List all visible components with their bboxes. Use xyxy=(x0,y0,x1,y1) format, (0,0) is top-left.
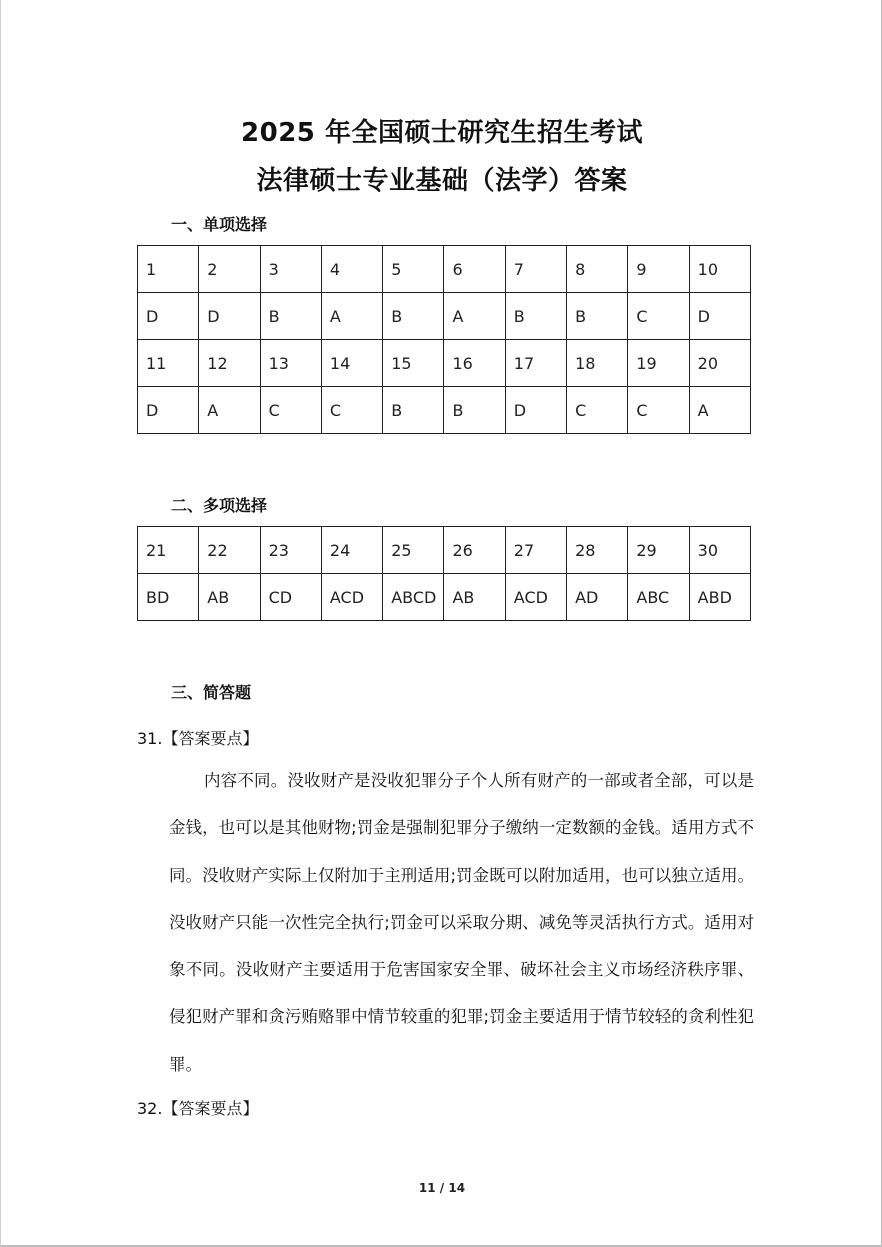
table-cell: 25 xyxy=(383,527,444,574)
table-cell: 4 xyxy=(321,246,382,293)
question-32-label: 32.【答案要点】 xyxy=(137,1099,259,1118)
table-cell: 21 xyxy=(138,527,199,574)
table-cell: 12 xyxy=(199,340,260,387)
table-cell: C xyxy=(260,387,321,434)
table-cell: ABC xyxy=(628,574,689,621)
table-cell: D xyxy=(138,293,199,340)
table-cell: AB xyxy=(199,574,260,621)
table-cell: 5 xyxy=(383,246,444,293)
table-cell: 23 xyxy=(260,527,321,574)
table-row xyxy=(138,574,751,621)
table-cell: 1 xyxy=(138,246,199,293)
table-cell: ABD xyxy=(689,574,750,621)
table-cell: 19 xyxy=(628,340,689,387)
table-cell: 22 xyxy=(199,527,260,574)
table-cell: 15 xyxy=(383,340,444,387)
table-cell: ABCD xyxy=(383,574,444,621)
table-cell: 24 xyxy=(321,527,382,574)
table-row xyxy=(138,340,751,387)
table-cell: 7 xyxy=(505,246,566,293)
table-cell: AB xyxy=(444,574,505,621)
table-cell: A xyxy=(444,293,505,340)
table-cell: 8 xyxy=(567,246,628,293)
table-cell: 13 xyxy=(260,340,321,387)
table-cell: B xyxy=(567,293,628,340)
table-cell: 10 xyxy=(689,246,750,293)
table-cell: BD xyxy=(138,574,199,621)
table-cell: ACD xyxy=(321,574,382,621)
section-heading-single-choice: 一、单项选择 xyxy=(171,215,268,234)
table-cell: A xyxy=(321,293,382,340)
table-row xyxy=(138,527,751,574)
table-cell: 9 xyxy=(628,246,689,293)
table-cell: 29 xyxy=(628,527,689,574)
table-cell: C xyxy=(628,387,689,434)
table-row xyxy=(138,387,751,434)
table-cell: C xyxy=(567,387,628,434)
table-cell: D xyxy=(138,387,199,434)
table-cell: A xyxy=(689,387,750,434)
table-cell: 28 xyxy=(567,527,628,574)
table-cell: 18 xyxy=(567,340,628,387)
table-row xyxy=(138,246,751,293)
table-cell: 11 xyxy=(138,340,199,387)
table-cell: AD xyxy=(567,574,628,621)
table-cell: 2 xyxy=(199,246,260,293)
table-cell: 20 xyxy=(689,340,750,387)
document-title: 2025 年全国硕士研究生招生考试 xyxy=(241,118,643,148)
table-row xyxy=(138,293,751,340)
table-cell: B xyxy=(505,293,566,340)
table-cell: 26 xyxy=(444,527,505,574)
table-cell: CD xyxy=(260,574,321,621)
document-subtitle: 法律硕士专业基础（法学）答案 xyxy=(256,166,628,196)
question-31-answer: 内容不同。没收财产是没收犯罪分子个人所有财产的一部或者全部，可以是金钱，也可以是其他财物;罚金是强制犯罪分子缴纳一定数额的金钱。适用方式不同。没收财产实际上仅附加于主刑适用;罚金既可以附加适用，也可以独立适用。没收财产只能一次性完全执行;罚金可以采取分期、减免等灵活执行方式。适用对象不同。没收财产主要适用于危害国家安全罪、破坏社会主义市场经济秩序罪、侵犯财产罪和贪污贿赂罪中情节较重的犯罪;罚金主要适用于情节较轻的贪利性犯罪。 xyxy=(169,771,754,1074)
table-cell: D xyxy=(505,387,566,434)
table-cell: 16 xyxy=(444,340,505,387)
table-cell: 17 xyxy=(505,340,566,387)
section-heading-short-answer: 三、简答题 xyxy=(171,683,252,702)
table-cell: B xyxy=(383,387,444,434)
question-31-label: 31.【答案要点】 xyxy=(137,729,259,748)
table-cell: B xyxy=(260,293,321,340)
multiple-choice-answer-table xyxy=(137,526,751,621)
single-choice-answer-table xyxy=(137,245,751,434)
table-cell: 14 xyxy=(321,340,382,387)
table-cell: C xyxy=(321,387,382,434)
table-cell: B xyxy=(444,387,505,434)
page-number: 11 / 14 xyxy=(418,1181,466,1195)
table-cell: D xyxy=(199,293,260,340)
table-cell: 6 xyxy=(444,246,505,293)
table-cell: A xyxy=(199,387,260,434)
section-heading-multiple-choice: 二、多项选择 xyxy=(171,496,268,515)
table-cell: D xyxy=(689,293,750,340)
table-cell: B xyxy=(383,293,444,340)
table-cell: 27 xyxy=(505,527,566,574)
table-cell: 3 xyxy=(260,246,321,293)
table-cell: 30 xyxy=(689,527,750,574)
table-cell: ACD xyxy=(505,574,566,621)
table-cell: C xyxy=(628,293,689,340)
